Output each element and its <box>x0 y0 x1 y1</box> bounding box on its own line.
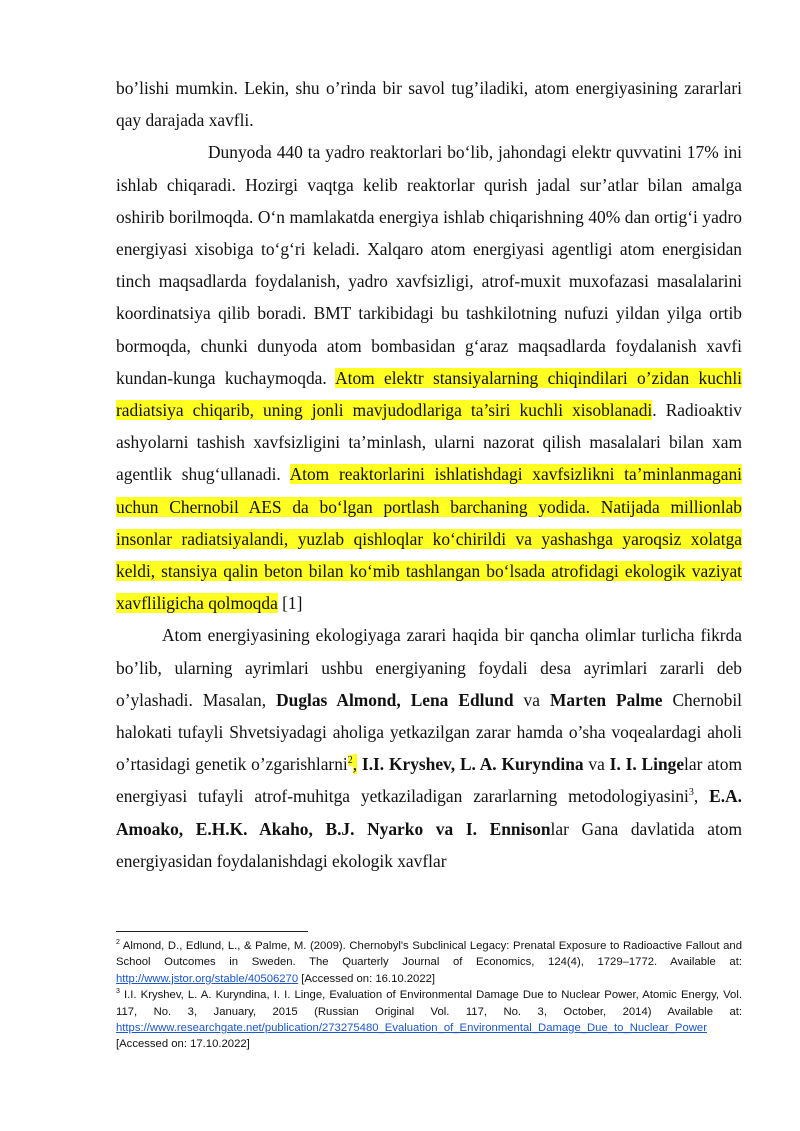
paragraph-3 <box>116 619 742 877</box>
highlighted-text-1: Atom elektr stansiyalarning chiqindilari o’zidan kuchli radiatsiya chiqarib, uning jonli mavjudodlariga ta’siri kuchli xisoblanadi <box>116 367 743 421</box>
conjunction-va: va <box>513 689 551 710</box>
footnote-3 <box>116 987 742 1053</box>
authors-almond-edlund: Duglas Almond, Lena Edlund <box>276 689 514 710</box>
paragraph-2-text-b: . Radioaktiv ashyolarni tashish xavfsizligini ta’minlash, ularni nazorat qilish masalalari bilan xam agentlik shug‘ullanadi. <box>116 400 743 485</box>
footnote-accessed: [Accessed on: 17.10.2022] <box>116 1038 250 1051</box>
highlighted-comma: , <box>352 754 358 775</box>
paragraph-3-text-b: Chernobil halokati tufayli Shvetsiyadagi aholiga yetkazilgan zarar hamda o’sha voqealardagi aholi o’rtasidagi genetik o’zgarishlarni <box>116 689 743 775</box>
footnote-text: Almond, D., Edlund, L., & Palme, M. (2009). Chernobyl's Subclinical Legacy: Prenatal Exposure to Radioactive Fallout and School Outcomes in Sweden. The Quarterly Journal of Economics, 124(4), 1729–1772. Available at: <box>116 940 742 969</box>
footnote-2 <box>116 938 742 987</box>
paragraph-2-text-a: Dunyoda 440 ta yadro reaktorlari bo‘lib, jahondagi elektr quvvatini 17% ini ishlab chiqaradi. Hozirgi vaqtga kelib reaktorlar qurish jadal sur’atlar bilan amalga oshirib borilmoqda. O‘n mamlakatda energiya ishlab chiqarishning 40% dan ortig‘i yadro energiyasi xisobiga to‘g‘ri keladi. Xalqaro atom energiyasi agentligi atom energisidan tinch maqsadlarda foydalanish, yadro xavfsizligi, atrof-muxit muxofazasi masalalarini koordinatsiya qilib boradi. BMT tarkibidagi bu tashkilotning nufuzi yildan yilga ortib bormoqda, chunki dunyoda atom bombasidan g‘araz maqsadlarda foydalanish xavfi kundan-kunga kuchaymoqda. <box>116 142 742 388</box>
body-text <box>116 72 742 877</box>
paragraph-1 <box>116 72 742 136</box>
citation-ref: [1] <box>277 593 303 614</box>
footnote-ref-3[interactable]: 3 <box>688 787 694 799</box>
footnote-link[interactable]: https://www.researchgate.net/publication/273275480_Evaluation_of_Environmental_Damage_Due_to_Nuclear_Power <box>116 1022 707 1035</box>
authors-kryshev-kuryndina: I.I. Kryshev, L. A. Kuryndina <box>361 754 584 775</box>
authors-amoako-akaho-nyarko-ennison: E.A. Amoako, E.H.K. Akaho, B.J. Nyarko va I. Ennison <box>116 786 742 839</box>
paragraph-3-text-c: lar atom energiyasi tufayli atrof-muhitga yetkaziladigan zararlarning metodologiyasini <box>116 754 742 807</box>
author-palme: Marten Palme <box>550 689 663 710</box>
footnote-number: 2 <box>116 939 120 947</box>
conjunction-va-2: va <box>583 754 610 775</box>
paragraph-2 <box>116 136 742 619</box>
comma: , <box>693 786 710 807</box>
footnotes <box>116 938 742 1053</box>
paragraph-3-text-a: Atom energiyasining ekologiyaga zarari haqida bir qancha olimlar turlicha fikrda bo’lib, ularning ayrimlari ushbu energiyaning foydali desa ayrimlari zararli deb o’ylashadi. Masalan, <box>116 625 742 710</box>
paragraph-1-text: bo’lishi mumkin. Lekin, shu o’rinda bir savol tug’iladiki, atom energiyasining zararlari qay darajada xavfli. <box>116 78 742 131</box>
highlighted-text-2: Atom reaktorlarini ishlatishdagi xavfsizlikni ta’minlanmagani uchun Chernobil AES da bo‘lgan portlash barchaning yodida. Natijada millionlab insonlar radiatsiyalandi, yuzlab qishloqlar ko‘chirildi va yashashga yaroqsiz xolatga keldi, stansiya qalin beton bilan ko‘mib tashlangan bo‘lsada atrofidagi ekologik vaziyat xavfliligicha qolmoqda <box>116 464 742 614</box>
footnote-link[interactable]: http://www.jstor.org/stable/40506270 <box>116 972 299 985</box>
footnote-separator <box>116 931 308 932</box>
footnote-number: 3 <box>116 988 120 996</box>
paragraph-3-text-d: lar Gana davlatida atom energiyasidan foydalanishdagi ekologik xavflar <box>116 818 743 871</box>
author-linge: I. I. Linge <box>609 754 685 775</box>
footnote-text: I.I. Kryshev, L. A. Kuryndina, I. I. Linge, Evaluation of Environmental Damage Due to Nuclear Power, Atomic Energy, Vol. 117, No. 3, January, 2015 (Russian Original Vol. 117, No. 3, October, 2014) Available at: <box>116 989 742 1018</box>
footnote-accessed: [Accessed on: 16.10.2022] <box>298 972 436 985</box>
footnote-ref-2[interactable]: 2 <box>347 755 353 767</box>
